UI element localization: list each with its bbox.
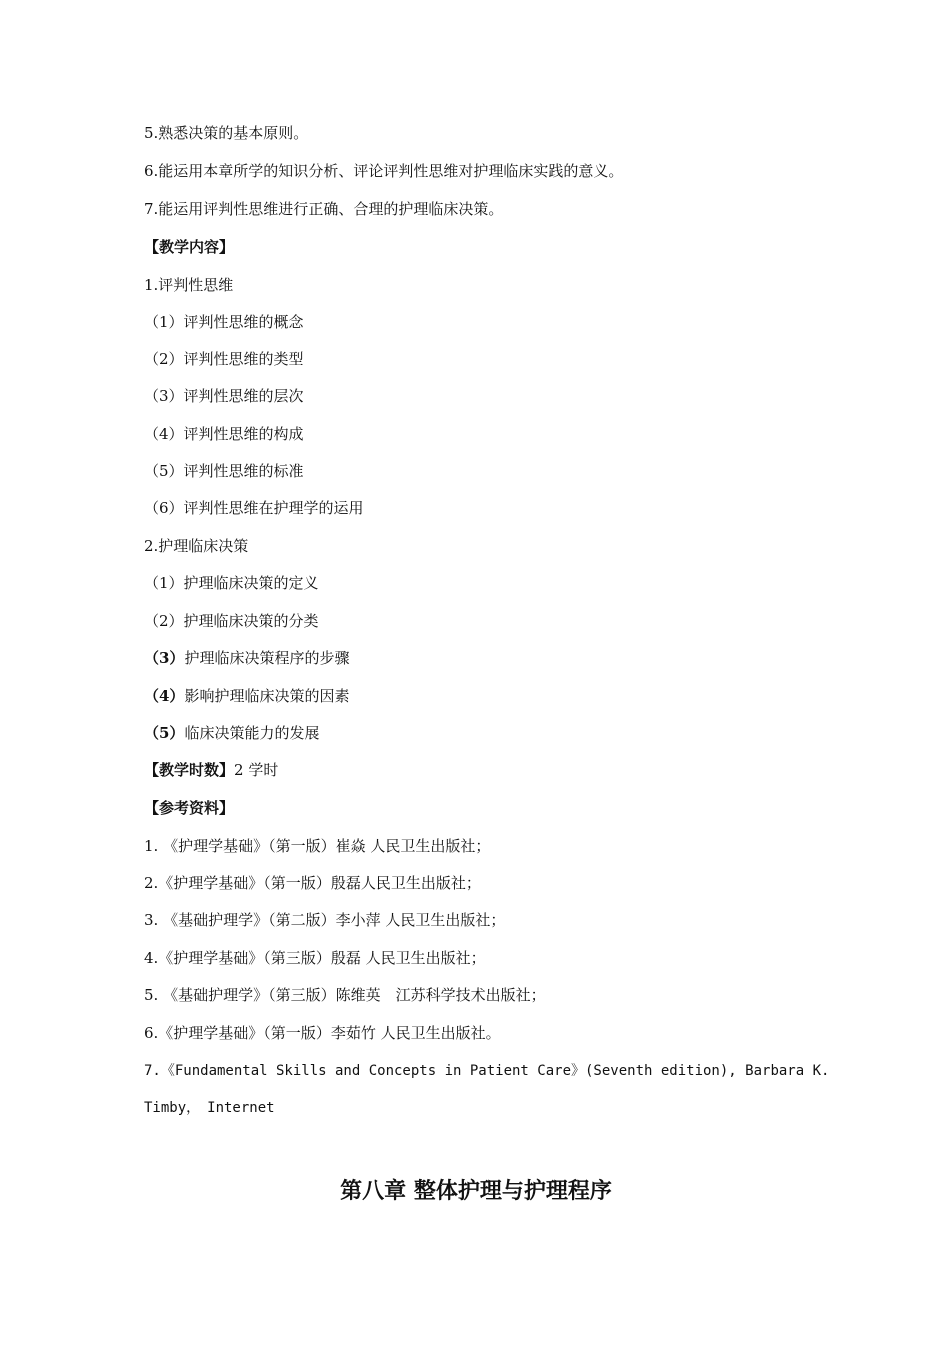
objective-5: 5.熟悉决策的基本原则。 bbox=[144, 124, 309, 142]
list-item: （3）评判性思维的层次 bbox=[144, 387, 304, 405]
content-heading: 【教学内容】 bbox=[144, 238, 235, 256]
reference-item-7-continued: Timby， Internet bbox=[144, 1100, 275, 1116]
reference-item: 4.《护理学基础》（第三版）殷磊 人民卫生出版社； bbox=[144, 949, 486, 967]
references-heading: 【参考资料】 bbox=[144, 799, 235, 817]
list-item bbox=[144, 723, 824, 743]
list-item: （1）评判性思维的概念 bbox=[144, 313, 304, 331]
reference-item-7: 7.《Fundamental Skills and Concepts in Patient Care》(Seventh edition), Barbara K. bbox=[144, 1063, 830, 1079]
list-item-text: 影响护理临床决策的因素 bbox=[184, 687, 350, 705]
chapter-title: 第八章 整体护理与护理程序 bbox=[340, 1178, 612, 1204]
teaching-hours bbox=[144, 760, 824, 780]
list-item-number: （5） bbox=[144, 724, 185, 742]
list-item bbox=[144, 686, 824, 706]
reference-item: 1. 《护理学基础》（第一版）崔焱 人民卫生出版社； bbox=[144, 837, 491, 855]
objective-7: 7.能运用评判性思维进行正确、合理的护理临床决策。 bbox=[144, 200, 504, 218]
list-item: （4）评判性思维的构成 bbox=[144, 425, 304, 443]
list-item-text: 临床决策能力的发展 bbox=[184, 724, 320, 742]
list-item bbox=[144, 648, 824, 668]
reference-item: 3. 《基础护理学》（第二版）李小萍 人民卫生出版社； bbox=[144, 911, 506, 929]
reference-item: 6.《护理学基础》（第一版）李茹竹 人民卫生出版社。 bbox=[144, 1024, 501, 1042]
teaching-hours-label: 【教学时数】 bbox=[144, 761, 235, 779]
list-item: （2）评判性思维的类型 bbox=[144, 350, 304, 368]
section-title-critical-thinking: 1.评判性思维 bbox=[144, 276, 234, 294]
teaching-hours-value: 2 学时 bbox=[234, 761, 279, 779]
list-item-number: （4） bbox=[144, 687, 185, 705]
list-item: （5）评判性思维的标准 bbox=[144, 462, 304, 480]
list-item: （2）护理临床决策的分类 bbox=[144, 612, 319, 630]
list-item-text: 护理临床决策程序的步骤 bbox=[184, 649, 350, 667]
reference-item: 2.《护理学基础》（第一版）殷磊人民卫生出版社； bbox=[144, 874, 481, 892]
reference-item: 5. 《基础护理学》（第三版）陈维英 江苏科学技术出版社； bbox=[144, 986, 546, 1004]
list-item: （6）评判性思维在护理学的运用 bbox=[144, 499, 364, 517]
list-item-number: （3） bbox=[144, 649, 185, 667]
section-title-clinical-decision: 2.护理临床决策 bbox=[144, 537, 249, 555]
list-item: （1）护理临床决策的定义 bbox=[144, 574, 319, 592]
objective-6: 6.能运用本章所学的知识分析、评论评判性思维对护理临床实践的意义。 bbox=[144, 162, 624, 180]
